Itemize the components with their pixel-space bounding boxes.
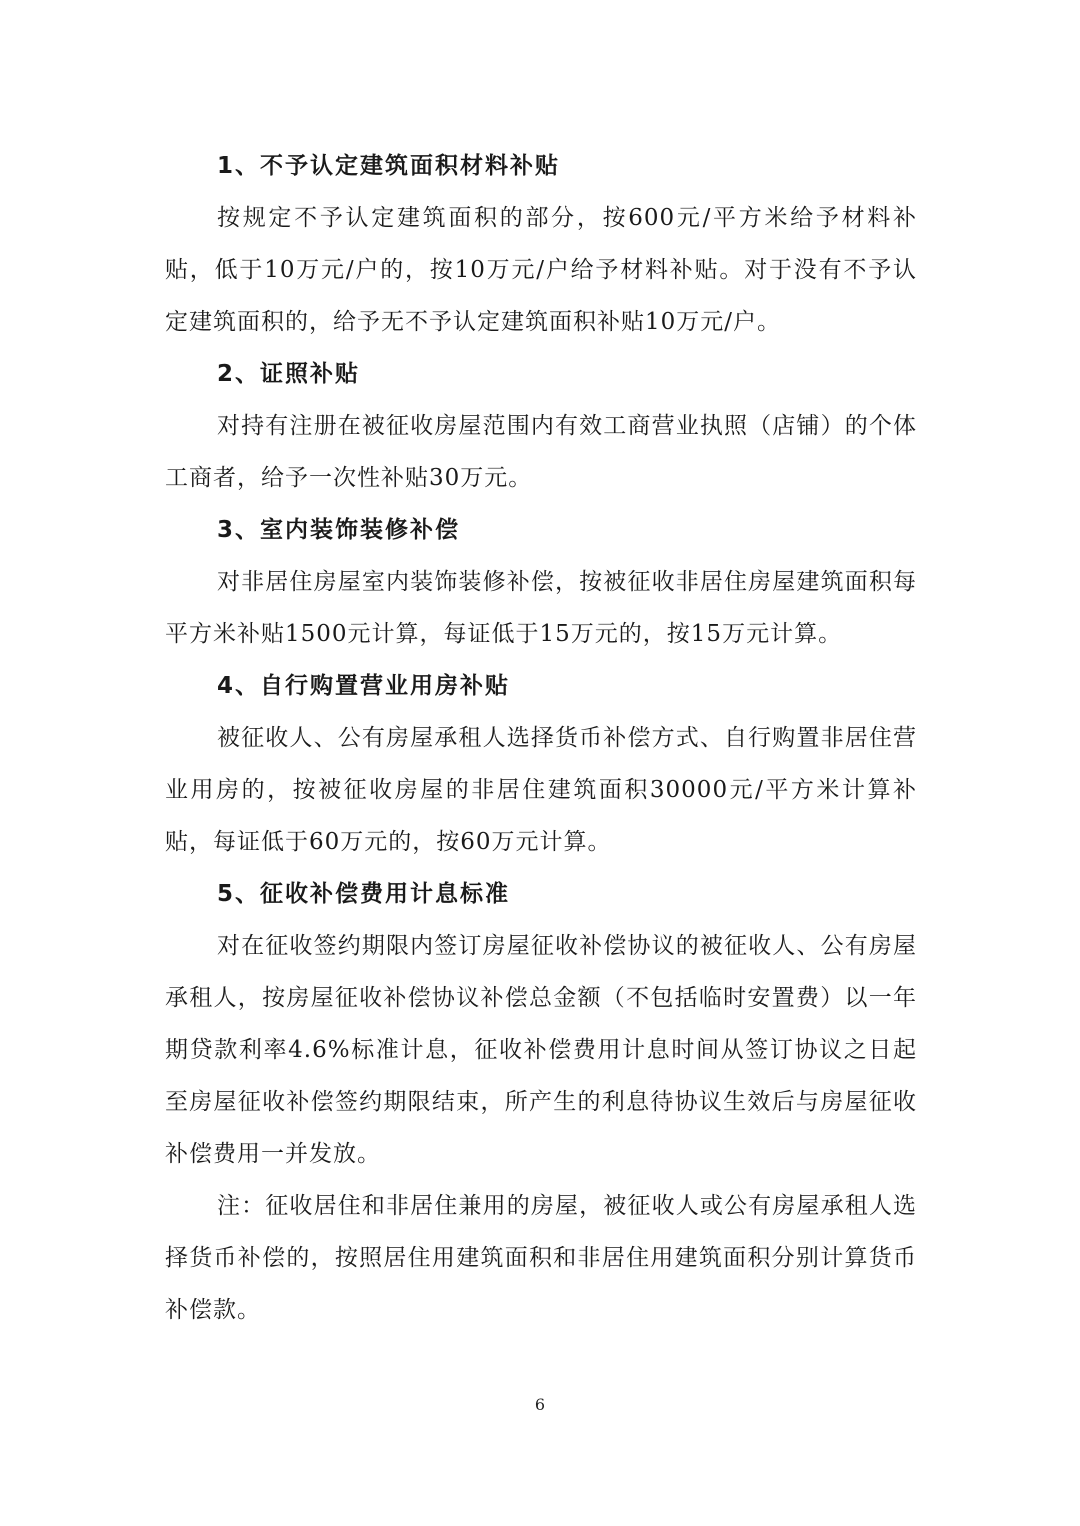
section-paragraph-5: 对在征收签约期限内签订房屋征收补偿协议的被征收人、公有房屋承租人，按房屋征收补偿协议补偿总金额（不包括临时安置费）以一年期贷款利率4.6%标准计息，征收补偿费用计息时间从签订协议之日起至房屋征收补偿签约期限结束，所产生的利息待协议生效后与房屋征收补偿费用一并发放。 <box>165 933 917 1167</box>
section-heading-3: 3、室内装饰装修补偿 <box>217 517 461 543</box>
section-paragraph-2: 对持有注册在被征收房屋范围内有效工商营业执照（店铺）的个体工商者，给予一次性补贴30万元。 <box>165 413 917 491</box>
page-number: 6 <box>534 1395 546 1414</box>
section-heading-5: 5、征收补偿费用计息标准 <box>217 881 511 907</box>
section-paragraph-4: 被征收人、公有房屋承租人选择货币补偿方式、自行购置非居住营业用房的，按被征收房屋的非居住建筑面积30000元/平方米计算补贴，每证低于60万元的，按60万元计算。 <box>165 725 917 855</box>
section-heading-4: 4、自行购置营业用房补贴 <box>217 673 511 699</box>
section-paragraph-3: 对非居住房屋室内装饰装修补偿，按被征收非居住房屋建筑面积每平方米补贴1500元计算，每证低于15万元的，按15万元计算。 <box>165 569 917 647</box>
note-paragraph: 注：征收居住和非居住兼用的房屋，被征收人或公有房屋承租人选择货币补偿的，按照居住用建筑面积和非居住用建筑面积分别计算货币补偿款。 <box>165 1193 917 1323</box>
section-paragraph-1: 按规定不予认定建筑面积的部分，按600元/平方米给予材料补贴，低于10万元/户的，按10万元/户给予材料补贴。对于没有不予认定建筑面积的，给予无不予认定建筑面积补贴10万元/户。 <box>165 205 917 335</box>
document-body <box>165 140 917 1336</box>
section-heading-2: 2、证照补贴 <box>217 361 361 387</box>
section-heading-1: 1、不予认定建筑面积材料补贴 <box>217 153 561 179</box>
